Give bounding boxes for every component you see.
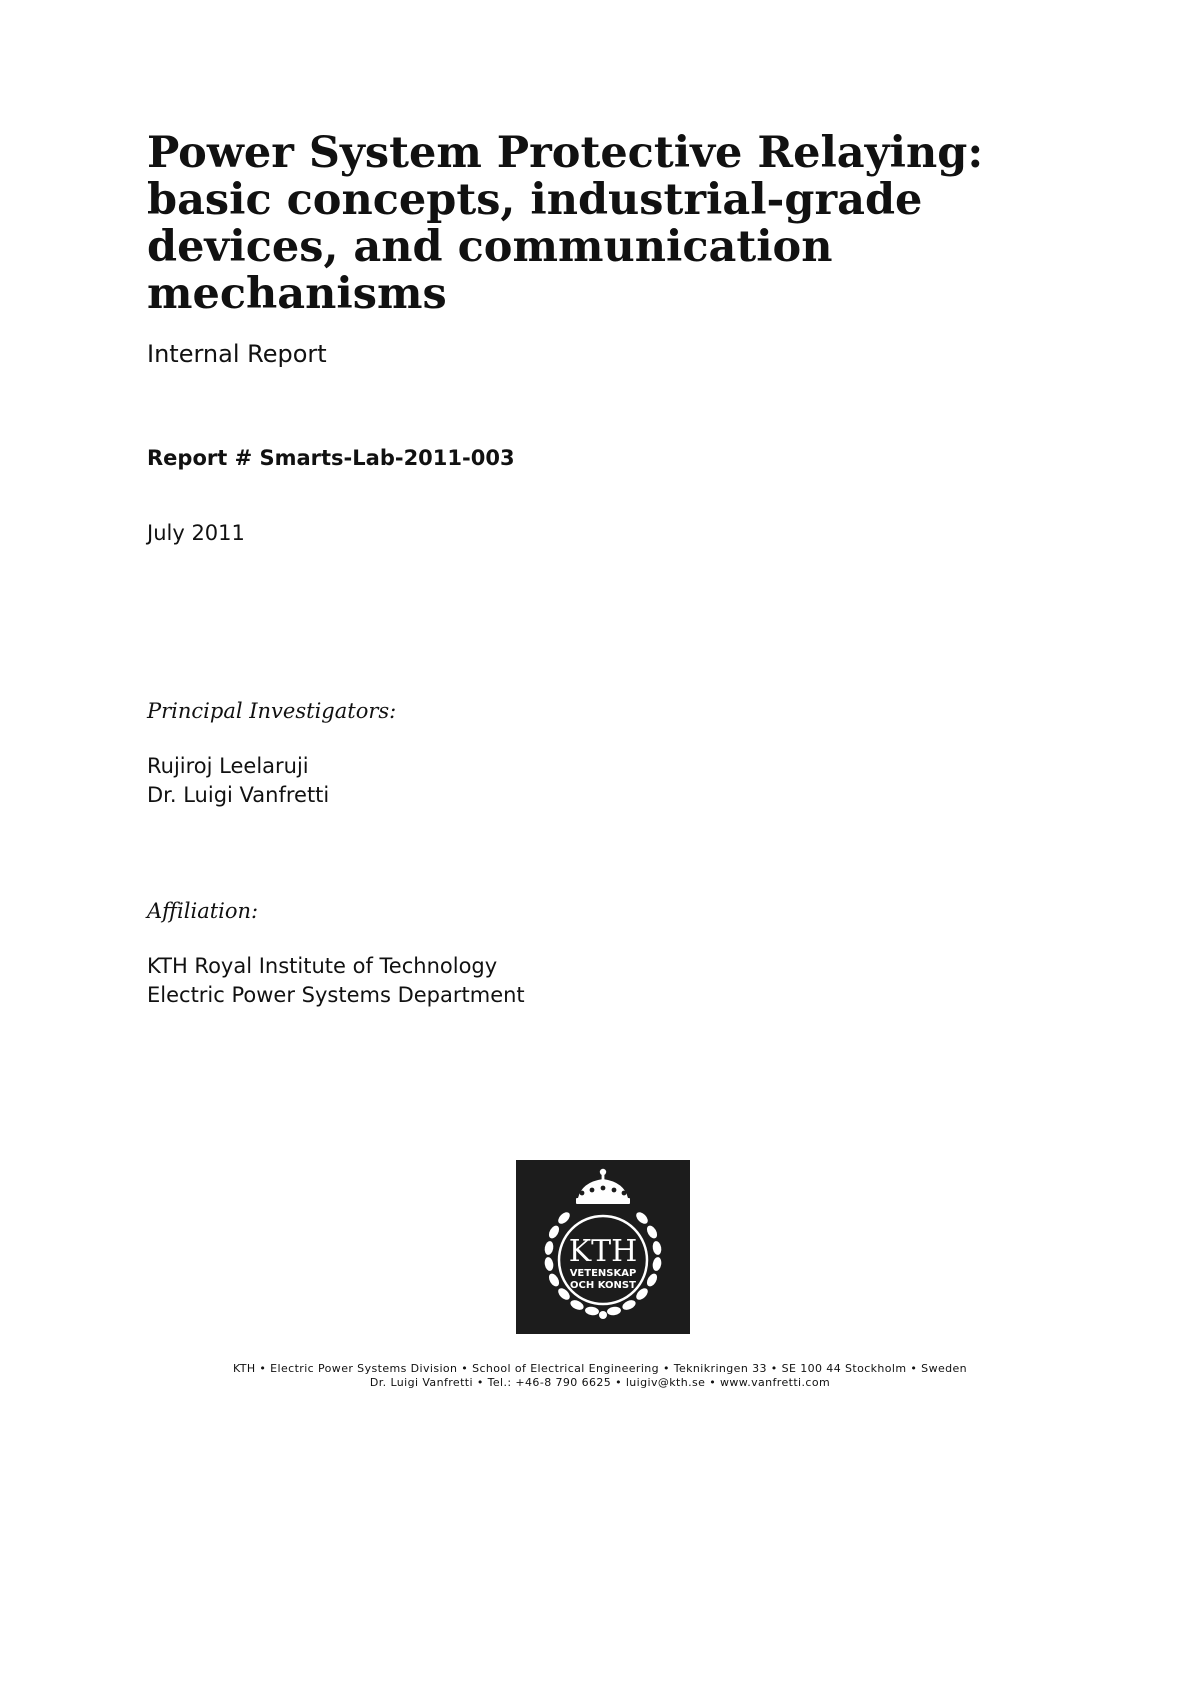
affiliation-block: [147, 952, 525, 1010]
title-line: devices, and communication: [147, 222, 833, 272]
report-number: Report # Smarts-Lab-2011-003: [147, 446, 515, 470]
investigators-label: Principal Investigators:: [147, 699, 397, 723]
investigators-list: [147, 752, 329, 810]
investigator-name: Rujiroj Leelaruji: [147, 754, 309, 778]
page-footer: [0, 1362, 1200, 1390]
footer-address-line: KTH • Electric Power Systems Division • School of Electrical Engineering • Teknikringen 33 • SE 100 44 Stockholm • Sweden: [232, 1362, 968, 1375]
title-line: basic concepts, industrial-grade: [147, 175, 923, 225]
footer-contact-line: Dr. Luigi Vanfretti • Tel.: +46-8 790 6625 • luigiv@kth.se • www.vanfretti.com: [369, 1376, 831, 1389]
report-date: July 2011: [147, 521, 245, 545]
kth-logo: [516, 1160, 690, 1334]
logo-motto-line: VETENSKAP: [569, 1268, 637, 1279]
affiliation-line: KTH Royal Institute of Technology: [147, 954, 498, 978]
logo-motto-line: OCH KONST: [570, 1280, 636, 1291]
kth-logo-graphic: [516, 1160, 690, 1334]
affiliation-line: Electric Power Systems Department: [147, 983, 525, 1007]
report-subtitle: Internal Report: [147, 340, 327, 368]
title-line: Power System Protective Relaying:: [147, 128, 984, 178]
report-title: [147, 130, 1077, 318]
logo-text: KTH: [568, 1234, 638, 1269]
investigator-name: Dr. Luigi Vanfretti: [147, 783, 330, 807]
title-line: mechanisms: [147, 269, 447, 319]
affiliation-label: Affiliation:: [147, 899, 259, 923]
